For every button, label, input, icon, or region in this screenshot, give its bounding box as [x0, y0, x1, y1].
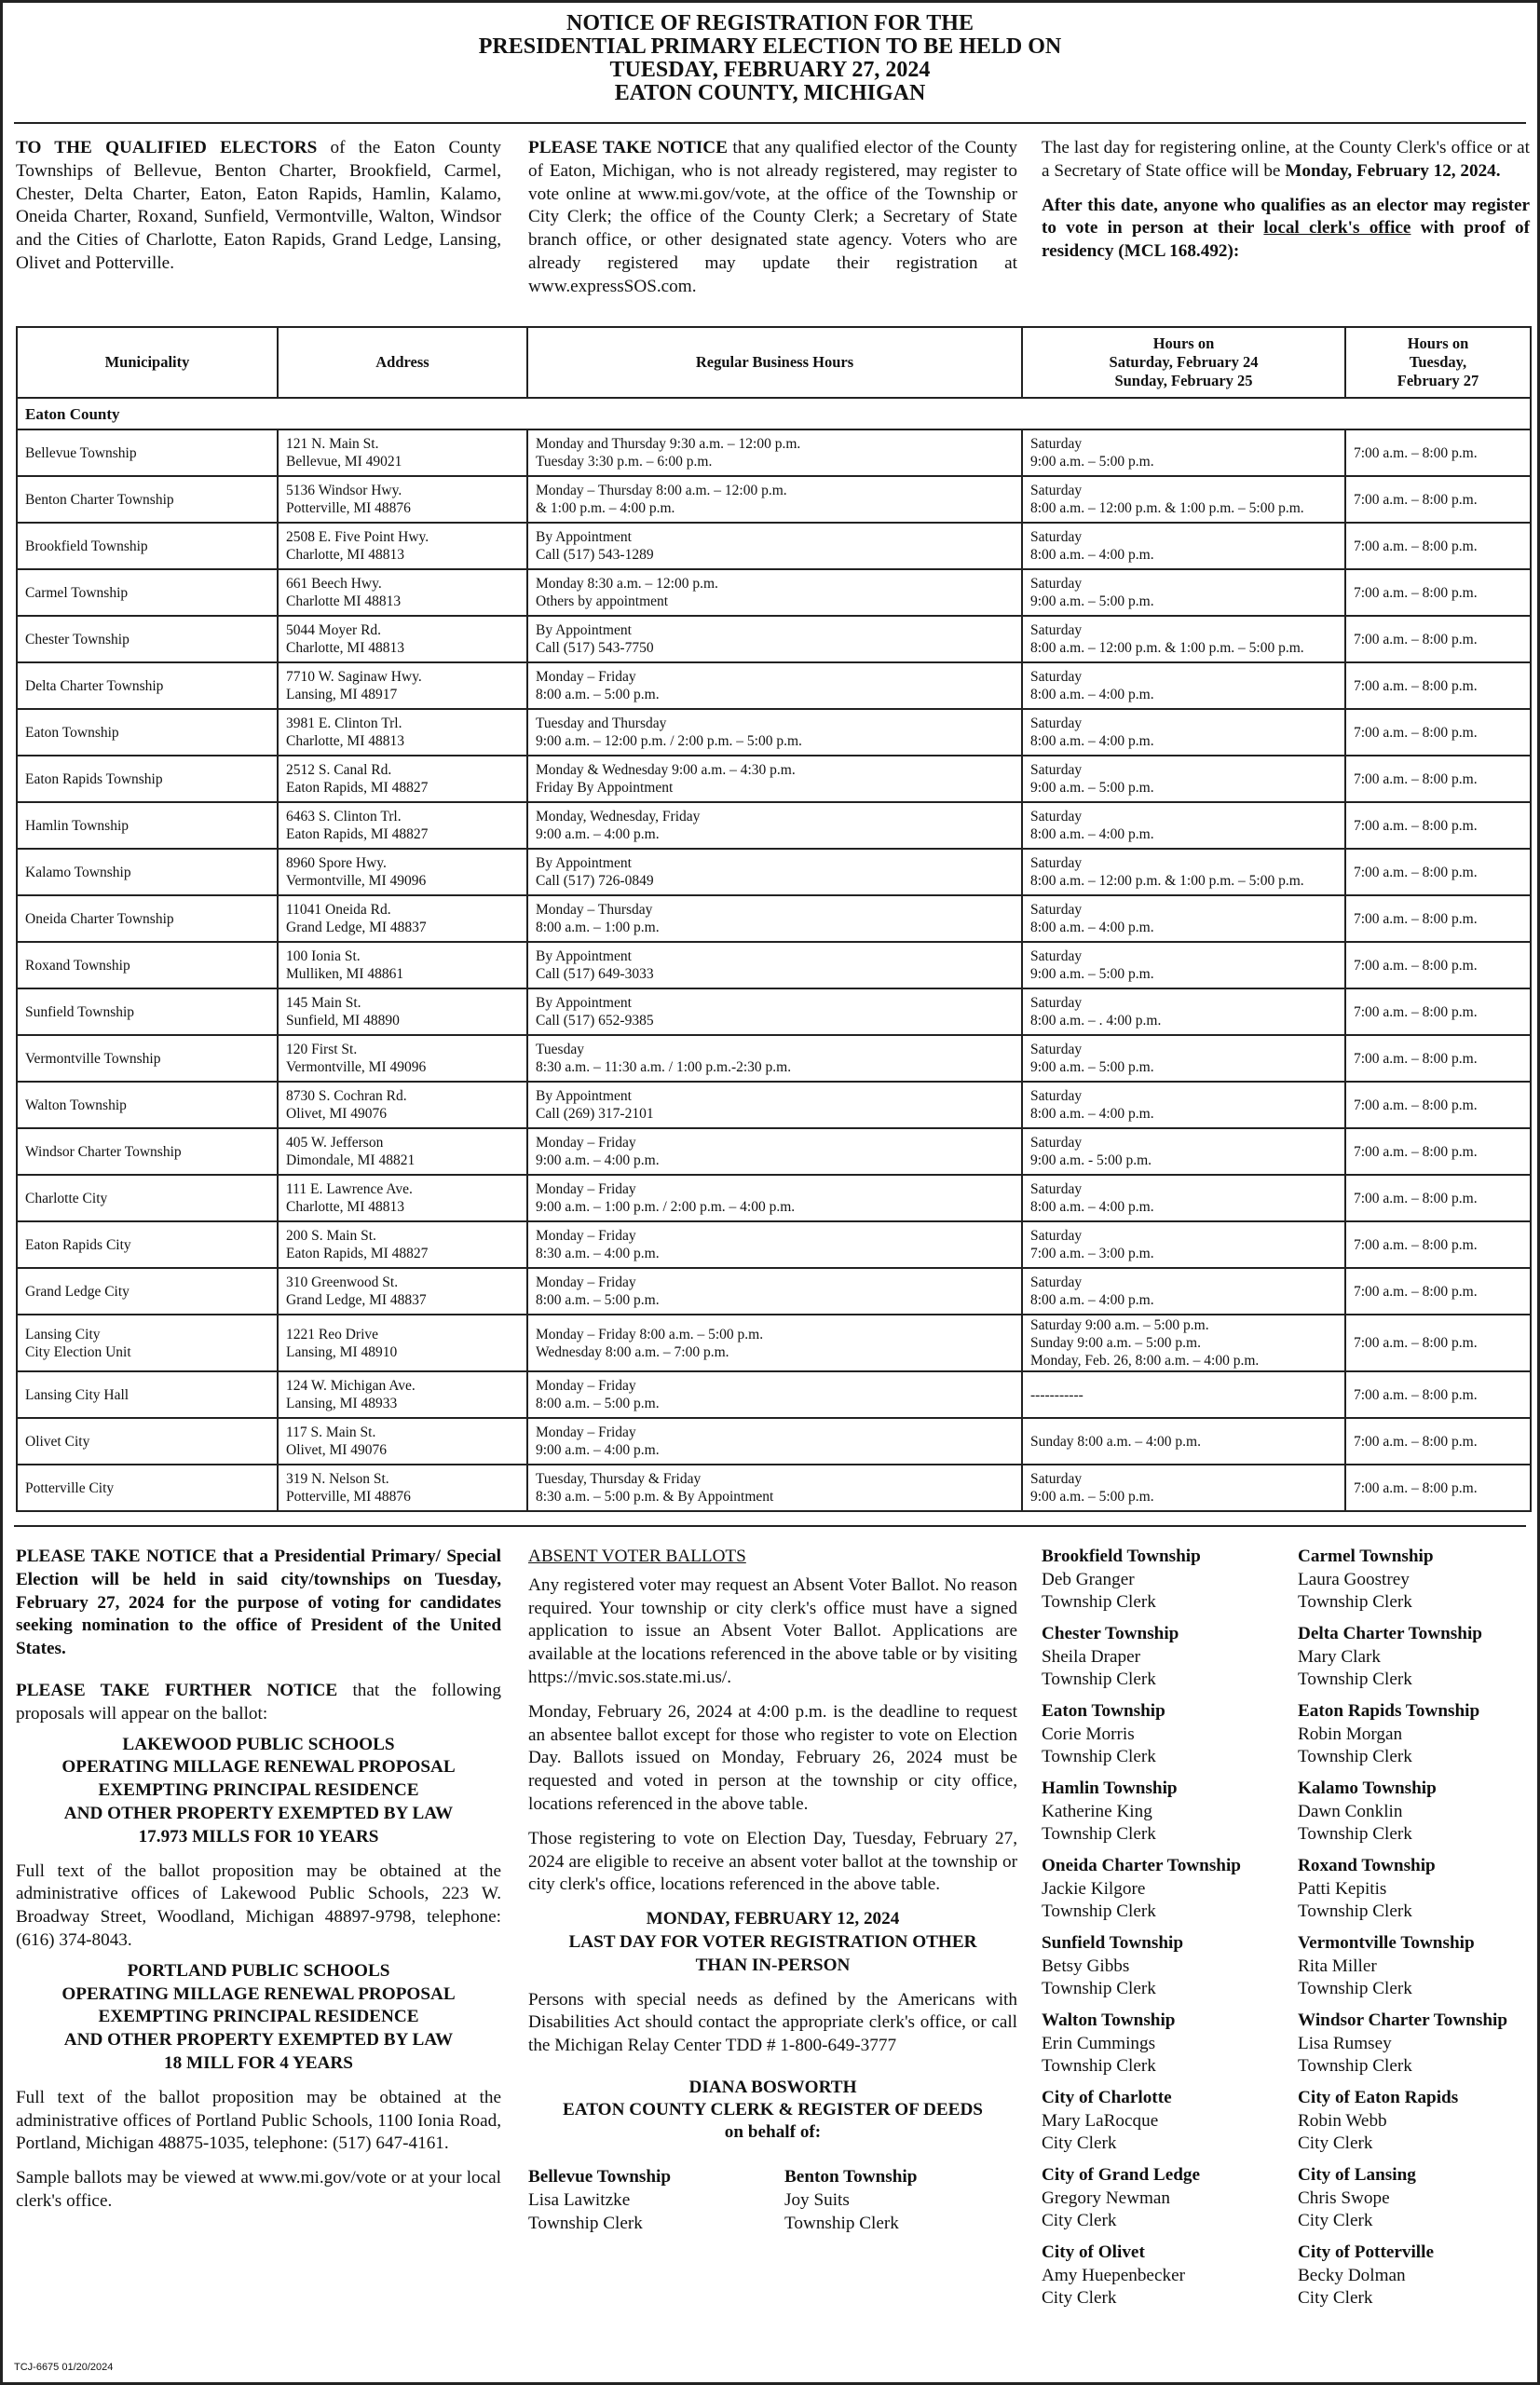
election-day-hours-cell: 7:00 a.m. – 8:00 p.m. [1345, 942, 1531, 988]
notice-header [3, 3, 1537, 107]
table-row [17, 709, 1531, 756]
clerk-title: Township Clerk [1042, 1979, 1156, 1999]
weekend-hours-cell: Saturday 8:00 a.m. – 4:00 p.m. [1022, 895, 1345, 942]
table-row [17, 1371, 1531, 1418]
election-day-hours-cell: 7:00 a.m. – 8:00 p.m. [1345, 895, 1531, 942]
weekend-hours-cell: Saturday 9:00 a.m. – 5:00 p.m. [1022, 756, 1345, 802]
address-cell: 11041 Oneida Rd. Grand Ledge, MI 48837 [278, 895, 527, 942]
table-row [17, 942, 1531, 988]
municipality-cell: Potterville City [17, 1465, 278, 1511]
intro-text: that any qualified elector of the County of Eaton, Michigan, who is not already registered, may register to vote online at www.mi.gov/vote, at the office of the Township or City Clerk; the office of the County Clerk; a Secretary of State branch office, or other designated state agency. Voters who are already registered may update their registration at www.expressSOS.com. [528, 138, 1018, 296]
table-row [17, 1221, 1531, 1268]
clerk-place: Carmel Township [1298, 1547, 1434, 1566]
weekend-hours-cell: Saturday 8:00 a.m. – 4:00 p.m. [1022, 662, 1345, 709]
footer-code: TCJ-6675 01/20/2024 [14, 2362, 114, 2373]
clerk-place: Benton Township [784, 2166, 918, 2187]
municipality-cell: Walton Township [17, 1082, 278, 1128]
clerk-name: Sheila Draper [1042, 1646, 1141, 1667]
clerk-title: Township Clerk [1298, 1592, 1412, 1613]
table-row [17, 476, 1531, 523]
intro-text: of the Eaton County Townships of Bellevue, Benton Charter, Brookfield, Carmel, Chester, Delta Charter, Eaton, Eaton Rapids, Hamlin, Kalamo, Oneida Charter, Roxand, Sunfield, Vermontville, Walton, Windsor and the Cities of Charlotte, Eaton Rapids, Grand Ledge, Lansing, Olivet and Potterville. [16, 138, 501, 273]
clerk-title: City Clerk [1042, 2133, 1117, 2154]
clerk-entry [784, 2166, 1017, 2235]
municipality-cell: Charlotte City [17, 1175, 278, 1221]
address-cell: 5044 Moyer Rd. Charlotte, MI 48813 [278, 616, 527, 662]
proposal-title: PORTLAND PUBLIC SCHOOLS OPERATING MILLAGE RENEWAL PROPOSAL EXEMPTING PRINCIPAL RESIDENCE AND OTHER PROPERTY EXEMPTED BY LAW 18 MILL FOR 4 YEARS [61, 1960, 456, 2073]
address-cell: 310 Greenwood St. Grand Ledge, MI 48837 [278, 1268, 527, 1315]
clerk-title: City Clerk [1298, 2211, 1373, 2231]
election-day-hours-cell: 7:00 a.m. – 8:00 p.m. [1345, 1221, 1531, 1268]
address-cell: 1221 Reo Drive Lansing, MI 48910 [278, 1315, 527, 1371]
municipality-cell: Kalamo Township [17, 849, 278, 895]
municipality-cell: Vermontville Township [17, 1035, 278, 1082]
sample-ballots-note: Sample ballots may be viewed at www.mi.gov/vote or at your local clerk's office. [16, 2168, 501, 2211]
registration-deadline-title: MONDAY, FEBRUARY 12, 2024 LAST DAY FOR VOTER REGISTRATION OTHER THAN IN-PERSON [568, 1909, 977, 1975]
address-cell: 124 W. Michigan Ave. Lansing, MI 48933 [278, 1371, 527, 1418]
clerk-place: Walton Township [1042, 2010, 1176, 2030]
intro-text: The last day for registering online, at the County Clerk's office or at a Secretary of State office will be [1042, 138, 1530, 181]
municipality-cell: Bellevue Township [17, 429, 278, 476]
table-row [17, 756, 1531, 802]
table-row [17, 895, 1531, 942]
clerk-title: City Clerk [1042, 2288, 1117, 2309]
column-header: Regular Business Hours [527, 327, 1022, 398]
table-row [17, 988, 1531, 1035]
clerk-place: Bellevue Township [528, 2166, 672, 2187]
business-hours-cell: Monday – Thursday 8:00 a.m. – 1:00 p.m. [527, 895, 1022, 942]
clerk-name: Rita Miller [1298, 1956, 1377, 1976]
address-cell: 3981 E. Clinton Trl. Charlotte, MI 48813 [278, 709, 527, 756]
clerk-name: Mary LaRocque [1042, 2110, 1159, 2131]
clerk-place: Chester Township [1042, 1624, 1179, 1643]
election-day-hours-cell: 7:00 a.m. – 8:00 p.m. [1345, 988, 1531, 1035]
clerk-entry [1298, 2242, 1531, 2310]
table-row [17, 1418, 1531, 1465]
clerk-title: Township Clerk [1298, 1901, 1412, 1922]
business-hours-cell: By Appointment Call (517) 652-9385 [527, 988, 1022, 1035]
signer-block: DIANA BOSWORTH EATON COUNTY CLERK & REGISTER OF DEEDS on behalf of: [563, 2077, 983, 2142]
clerk-title: Township Clerk [1042, 1592, 1156, 1613]
weekend-hours-cell: Saturday 8:00 a.m. – 12:00 p.m. & 1:00 p.m. – 5:00 p.m. [1022, 616, 1345, 662]
clerk-place: City of Potterville [1298, 2242, 1434, 2262]
intro-text: with proof of residency (MCL 168.492): [1042, 218, 1531, 262]
clerk-place: Brookfield Township [1042, 1547, 1201, 1566]
municipality-cell: Carmel Township [17, 569, 278, 616]
county-label: Eaton County [17, 398, 1531, 429]
clerk-name: Mary Clark [1298, 1646, 1381, 1667]
clerk-entry [1298, 2010, 1531, 2078]
intro-column-3 [1042, 137, 1530, 275]
table-row [17, 1035, 1531, 1082]
divider [14, 122, 1526, 124]
clerk-place: Vermontville Township [1298, 1933, 1475, 1953]
municipality-cell: Eaton Rapids City [17, 1221, 278, 1268]
business-hours-cell: By Appointment Call (517) 543-7750 [527, 616, 1022, 662]
municipality-cell: Eaton Township [17, 709, 278, 756]
election-day-hours-cell: 7:00 a.m. – 8:00 p.m. [1345, 1268, 1531, 1315]
clerk-entry [1042, 1932, 1293, 2001]
clerk-title: Township Clerk [1042, 1824, 1156, 1845]
municipality-cell: Windsor Charter Township [17, 1128, 278, 1175]
clerk-title: Township Clerk [1298, 1824, 1412, 1845]
address-cell: 2508 E. Five Point Hwy. Charlotte, MI 48813 [278, 523, 527, 569]
business-hours-cell: Monday – Friday 8:00 a.m. – 5:00 p.m. [527, 662, 1022, 709]
weekend-hours-cell: Saturday 9:00 a.m. – 5:00 p.m. Sunday 9:00 a.m. – 5:00 p.m. Monday, Feb. 26, 8:00 a.m. – 4:00 p.m. [1022, 1315, 1345, 1371]
table-row [17, 662, 1531, 709]
business-hours-cell: By Appointment Call (517) 649-3033 [527, 942, 1022, 988]
weekend-hours-cell: Saturday 9:00 a.m. – 5:00 p.m. [1022, 429, 1345, 476]
weekend-hours-cell: Saturday 8:00 a.m. – . 4:00 p.m. [1022, 988, 1345, 1035]
municipality-cell: Lansing City Hall [17, 1371, 278, 1418]
clerk-place: Hamlin Township [1042, 1779, 1178, 1798]
address-cell: 661 Beech Hwy. Charlotte MI 48813 [278, 569, 527, 616]
column-header: Hours on Tuesday, February 27 [1345, 327, 1531, 398]
table-row [17, 429, 1531, 476]
election-day-hours-cell: 7:00 a.m. – 8:00 p.m. [1345, 523, 1531, 569]
clerk-entry [1298, 1623, 1531, 1692]
address-cell: 100 Ionia St. Mulliken, MI 48861 [278, 942, 527, 988]
election-day-hours-cell: 7:00 a.m. – 8:00 p.m. [1345, 1418, 1531, 1465]
absent-voter-text: Those registering to vote on Election Day, Tuesday, February 27, 2024 are eligible to receive an absent voter ballot at the township or city clerk's office, locations referenced in the above table. [528, 1828, 1017, 1895]
intro-lead: PLEASE TAKE NOTICE [528, 138, 728, 157]
clerk-name: Corie Morris [1042, 1724, 1135, 1744]
address-cell: 120 First St. Vermontville, MI 49096 [278, 1035, 527, 1082]
clerk-name: Amy Huepenbecker [1042, 2265, 1185, 2285]
clerk-entry [1298, 1700, 1531, 1769]
proposal-title: LAKEWOOD PUBLIC SCHOOLS OPERATING MILLAGE RENEWAL PROPOSAL EXEMPTING PRINCIPAL RESIDENCE AND OTHER PROPERTY EXEMPTED BY LAW 17.973 MILLS FOR 10 YEARS [61, 1734, 456, 1847]
weekend-hours-cell: Saturday 8:00 a.m. – 4:00 p.m. [1022, 709, 1345, 756]
weekend-hours-cell: Saturday 8:00 a.m. – 4:00 p.m. [1022, 1268, 1345, 1315]
business-hours-cell: Monday – Friday 9:00 a.m. – 4:00 p.m. [527, 1418, 1022, 1465]
business-hours-cell: Tuesday and Thursday 9:00 a.m. – 12:00 p.m. / 2:00 p.m. – 5:00 p.m. [527, 709, 1022, 756]
divider [14, 1525, 1526, 1527]
clerk-place: Delta Charter Township [1298, 1624, 1482, 1643]
clerk-title: Township Clerk [1298, 2056, 1412, 2077]
municipality-cell: Olivet City [17, 1418, 278, 1465]
column-header: Municipality [17, 327, 278, 398]
clerk-title: Township Clerk [1042, 2056, 1156, 2077]
absent-voter-heading: ABSENT VOTER BALLOTS [528, 1547, 746, 1566]
clerk-title: Township Clerk [1298, 1979, 1412, 1999]
table-row [17, 849, 1531, 895]
clerk-entry [1298, 1855, 1531, 1924]
weekend-hours-cell: Saturday 8:00 a.m. – 12:00 p.m. & 1:00 p.m. – 5:00 p.m. [1022, 849, 1345, 895]
clerk-entry [528, 2166, 784, 2235]
business-hours-cell: Monday – Friday 9:00 a.m. – 1:00 p.m. / 2:00 p.m. – 4:00 p.m. [527, 1175, 1022, 1221]
weekend-hours-cell: Saturday 8:00 a.m. – 4:00 p.m. [1022, 1175, 1345, 1221]
business-hours-cell: Monday – Friday 8:00 a.m. – 5:00 p.m. Wednesday 8:00 a.m. – 7:00 p.m. [527, 1315, 1022, 1371]
business-hours-cell: Monday and Thursday 9:30 a.m. – 12:00 p.m. Tuesday 3:30 p.m. – 6:00 p.m. [527, 429, 1022, 476]
election-day-hours-cell: 7:00 a.m. – 8:00 p.m. [1345, 429, 1531, 476]
address-cell: 7710 W. Saginaw Hwy. Lansing, MI 48917 [278, 662, 527, 709]
election-day-hours-cell: 7:00 a.m. – 8:00 p.m. [1345, 1371, 1531, 1418]
election-day-hours-cell: 7:00 a.m. – 8:00 p.m. [1345, 616, 1531, 662]
clerk-place: City of Grand Ledge [1042, 2165, 1201, 2185]
clerk-place: Kalamo Township [1298, 1779, 1437, 1798]
business-hours-cell: Monday, Wednesday, Friday 9:00 a.m. – 4:00 p.m. [527, 802, 1022, 849]
header-line: NOTICE OF REGISTRATION FOR THE [566, 11, 974, 35]
clerk-place: Windsor Charter Township [1298, 2010, 1508, 2030]
proposal-text: Full text of the ballot proposition may be obtained at the administrative offices of Portland Public Schools, 1100 Ionia Road, Portland, Michigan 48875-1035, telephone: (517) 647-4161. [16, 2087, 501, 2154]
election-day-hours-cell: 7:00 a.m. – 8:00 p.m. [1345, 1035, 1531, 1082]
table-row [17, 569, 1531, 616]
election-day-hours-cell: 7:00 a.m. – 8:00 p.m. [1345, 1082, 1531, 1128]
clerk-name: Jackie Kilgore [1042, 1878, 1146, 1899]
table-row [17, 1082, 1531, 1128]
clerk-entry [1298, 1778, 1531, 1847]
clerk-entry [1298, 1546, 1531, 1615]
clerk-name: Robin Morgan [1298, 1724, 1403, 1744]
election-day-hours-cell: 7:00 a.m. – 8:00 p.m. [1345, 709, 1531, 756]
clerk-place: City of Olivet [1042, 2242, 1145, 2262]
clerk-place: Oneida Charter Township [1042, 1856, 1241, 1875]
municipality-cell: Benton Charter Township [17, 476, 278, 523]
table-row [17, 1465, 1531, 1511]
intro-column-2 [528, 137, 1017, 299]
business-hours-cell: Monday – Friday 8:30 a.m. – 4:00 p.m. [527, 1221, 1022, 1268]
weekend-hours-cell: Saturday 8:00 a.m. – 4:00 p.m. [1022, 523, 1345, 569]
clerk-name: Joy Suits [784, 2189, 850, 2210]
column-header: Address [278, 327, 527, 398]
intro-lead: TO THE QUALIFIED ELECTORS [16, 138, 318, 157]
municipality-cell: Grand Ledge City [17, 1268, 278, 1315]
clerk-name: Becky Dolman [1298, 2265, 1406, 2285]
business-hours-cell: Tuesday, Thursday & Friday 8:30 a.m. – 5:00 p.m. & By Appointment [527, 1465, 1022, 1511]
municipality-cell: Brookfield Township [17, 523, 278, 569]
clerk-title: City Clerk [1298, 2288, 1373, 2309]
election-day-hours-cell: 7:00 a.m. – 8:00 p.m. [1345, 662, 1531, 709]
municipality-cell: Roxand Township [17, 942, 278, 988]
clerk-entry [1042, 2164, 1293, 2233]
clerk-title: Township Clerk [1298, 1747, 1412, 1767]
header-line: TUESDAY, FEBRUARY 27, 2024 [609, 58, 931, 82]
address-cell: 117 S. Main St. Olivet, MI 49076 [278, 1418, 527, 1465]
clerk-name: Patti Kepitis [1298, 1878, 1387, 1899]
signer-clerks [528, 2166, 1017, 2235]
clerk-name: Lisa Rumsey [1298, 2033, 1392, 2053]
address-cell: 6463 S. Clinton Trl. Eaton Rapids, MI 48827 [278, 802, 527, 849]
registration-hours-table [16, 326, 1532, 1512]
table-row [17, 1128, 1531, 1175]
election-day-hours-cell: 7:00 a.m. – 8:00 p.m. [1345, 476, 1531, 523]
address-cell: 319 N. Nelson St. Potterville, MI 48876 [278, 1465, 527, 1511]
weekend-hours-cell: Saturday 8:00 a.m. – 12:00 p.m. & 1:00 p.m. – 5:00 p.m. [1022, 476, 1345, 523]
clerk-place: Sunfield Township [1042, 1933, 1183, 1953]
clerk-name: Lisa Lawitzke [528, 2189, 631, 2210]
table-row [17, 616, 1531, 662]
election-notice: PLEASE TAKE NOTICE that a Presidential Primary/ Special Election will be held in said city/townships on Tuesday, February 27, 2024 for the purpose of voting for candidates seeking nomination to the office of President of the United States. [16, 1547, 501, 1659]
absent-voter-text: Monday, February 26, 2024 at 4:00 p.m. is the deadline to request an absentee ballot except for those who register to vote on Election Day. Ballots issued on Monday, February 26, 2024 must be requested and voted in person at the township or city office, locations referenced in the above table. [528, 1701, 1017, 1814]
clerk-entry [1042, 1623, 1293, 1692]
table-row [17, 523, 1531, 569]
clerk-entry [1042, 2242, 1293, 2310]
clerk-name: Dawn Conklin [1298, 1801, 1403, 1821]
column-header: Hours on Saturday, February 24 Sunday, February 25 [1022, 327, 1345, 398]
clerk-name: Erin Cummings [1042, 2033, 1156, 2053]
election-day-hours-cell: 7:00 a.m. – 8:00 p.m. [1345, 1128, 1531, 1175]
table-row [17, 802, 1531, 849]
lower-left-column [16, 1546, 501, 2225]
table-row [17, 1268, 1531, 1315]
clerk-title: Township Clerk [1042, 1901, 1156, 1922]
business-hours-cell: By Appointment Call (269) 317-2101 [527, 1082, 1022, 1128]
election-day-hours-cell: 7:00 a.m. – 8:00 p.m. [1345, 802, 1531, 849]
clerk-title: Township Clerk [528, 2213, 643, 2233]
clerk-entry [1298, 2164, 1531, 2233]
business-hours-cell: Monday – Thursday 8:00 a.m. – 12:00 p.m. & 1:00 p.m. – 4:00 p.m. [527, 476, 1022, 523]
table-row [17, 1175, 1531, 1221]
address-cell: 200 S. Main St. Eaton Rapids, MI 48827 [278, 1221, 527, 1268]
intro-column-1 [16, 137, 501, 276]
clerk-entry [1042, 1700, 1293, 1769]
clerk-name: Robin Webb [1298, 2110, 1387, 2131]
clerk-entry [1042, 1855, 1293, 1924]
business-hours-cell: By Appointment Call (517) 543-1289 [527, 523, 1022, 569]
clerk-name: Laura Goostrey [1298, 1569, 1410, 1589]
clerk-place: Eaton Rapids Township [1298, 1701, 1480, 1721]
clerk-title: Township Clerk [1298, 1670, 1412, 1690]
address-cell: 405 W. Jefferson Dimondale, MI 48821 [278, 1128, 527, 1175]
header-line: EATON COUNTY, MICHIGAN [614, 81, 926, 105]
lower-middle-column [528, 1546, 1017, 2235]
table-row [17, 1315, 1531, 1371]
further-notice-text: that the following proposals will appear on the ballot: [16, 1680, 501, 1724]
business-hours-cell: Monday – Friday 9:00 a.m. – 4:00 p.m. [527, 1128, 1022, 1175]
weekend-hours-cell: Saturday 8:00 a.m. – 4:00 p.m. [1022, 1082, 1345, 1128]
header-line: PRESIDENTIAL PRIMARY ELECTION TO BE HELD ON [478, 34, 1062, 59]
weekend-hours-cell: Saturday 9:00 a.m. – 5:00 p.m. [1022, 569, 1345, 616]
business-hours-cell: Monday & Wednesday 9:00 a.m. – 4:30 p.m. Friday By Appointment [527, 756, 1022, 802]
election-day-hours-cell: 7:00 a.m. – 8:00 p.m. [1345, 569, 1531, 616]
clerk-entry [1042, 2087, 1293, 2156]
address-cell: 2512 S. Canal Rd. Eaton Rapids, MI 48827 [278, 756, 527, 802]
local-clerk-link-text: local clerk's office [1263, 218, 1411, 238]
clerk-place: Eaton Township [1042, 1701, 1165, 1721]
municipality-cell: Sunfield Township [17, 988, 278, 1035]
business-hours-cell: Tuesday 8:30 a.m. – 11:30 a.m. / 1:00 p.m.-2:30 p.m. [527, 1035, 1022, 1082]
election-day-hours-cell: 7:00 a.m. – 8:00 p.m. [1345, 1315, 1531, 1371]
business-hours-cell: Monday 8:30 a.m. – 12:00 p.m. Others by appointment [527, 569, 1022, 616]
clerk-entry [1042, 1546, 1293, 1615]
absent-voter-text: Any registered voter may request an Absent Voter Ballot. No reason required. Your township or city clerk's office must have a signed application to issue an Absent Voter Ballot. Applications are available at the locations referenced in the above table or by visiting https://mvic.sos.state.mi.us/. [528, 1574, 1017, 1687]
address-cell: 8730 S. Cochran Rd. Olivet, MI 49076 [278, 1082, 527, 1128]
proposal-text: Full text of the ballot proposition may be obtained at the administrative offices of Lakewood Public Schools, 223 W. Broadway Street, Woodland, Michigan 48897-9798, telephone: (616) 374-8043. [16, 1860, 501, 1950]
clerk-entry [1042, 2010, 1293, 2078]
business-hours-cell: Monday – Friday 8:00 a.m. – 5:00 p.m. [527, 1268, 1022, 1315]
address-cell: 8960 Spore Hwy. Vermontville, MI 49096 [278, 849, 527, 895]
clerk-place: City of Charlotte [1042, 2088, 1172, 2107]
clerk-name: Betsy Gibbs [1042, 1956, 1130, 1976]
weekend-hours-cell: Saturday 7:00 a.m. – 3:00 p.m. [1022, 1221, 1345, 1268]
address-cell: 111 E. Lawrence Ave. Charlotte, MI 48813 [278, 1175, 527, 1221]
weekend-hours-cell: Saturday 8:00 a.m. – 4:00 p.m. [1022, 802, 1345, 849]
clerk-name: Katherine King [1042, 1801, 1152, 1821]
clerk-place: Roxand Township [1298, 1856, 1436, 1875]
weekend-hours-cell: Saturday 9:00 a.m. - 5:00 p.m. [1022, 1128, 1345, 1175]
municipality-cell: Delta Charter Township [17, 662, 278, 709]
clerk-entry [1298, 2087, 1531, 2156]
clerk-entry [1298, 1932, 1531, 2001]
address-cell: 121 N. Main St. Bellevue, MI 49021 [278, 429, 527, 476]
clerk-place: City of Lansing [1298, 2165, 1416, 2185]
weekend-hours-cell: Saturday 9:00 a.m. – 5:00 p.m. [1022, 1035, 1345, 1082]
election-day-hours-cell: 7:00 a.m. – 8:00 p.m. [1345, 1175, 1531, 1221]
address-cell: 5136 Windsor Hwy. Potterville, MI 48876 [278, 476, 527, 523]
municipality-cell: Chester Township [17, 616, 278, 662]
municipality-cell: Eaton Rapids Township [17, 756, 278, 802]
weekend-hours-cell: Saturday 9:00 a.m. – 5:00 p.m. [1022, 1465, 1345, 1511]
deadline-date: Monday, February 12, 2024. [1285, 160, 1501, 181]
municipality-cell: Oneida Charter Township [17, 895, 278, 942]
weekend-hours-cell: Saturday 9:00 a.m. – 5:00 p.m. [1022, 942, 1345, 988]
election-day-hours-cell: 7:00 a.m. – 8:00 p.m. [1345, 756, 1531, 802]
clerk-title: Township Clerk [1042, 1670, 1156, 1690]
clerk-entry [1042, 1778, 1293, 1847]
business-hours-cell: Monday – Friday 8:00 a.m. – 5:00 p.m. [527, 1371, 1022, 1418]
address-cell: 145 Main St. Sunfield, MI 48890 [278, 988, 527, 1035]
clerk-name: Chris Swope [1298, 2187, 1390, 2208]
clerk-place: City of Eaton Rapids [1298, 2088, 1459, 2107]
business-hours-cell: By Appointment Call (517) 726-0849 [527, 849, 1022, 895]
clerk-title: City Clerk [1298, 2133, 1373, 2154]
election-day-hours-cell: 7:00 a.m. – 8:00 p.m. [1345, 849, 1531, 895]
clerk-title: Township Clerk [1042, 1747, 1156, 1767]
intro-text: After this date, anyone who qualifies as an elector may register to vote in person at their [1042, 195, 1530, 238]
weekend-hours-cell: ----------- [1022, 1371, 1345, 1418]
ada-note: Persons with special needs as defined by the Americans with Disabilities Act should contact the appropriate clerk's office, or call the Michigan Relay Center TDD # 1-800-649-3777 [528, 1989, 1017, 2056]
clerk-title: City Clerk [1042, 2211, 1117, 2231]
clerk-name: Gregory Newman [1042, 2187, 1170, 2208]
municipality-cell: Hamlin Township [17, 802, 278, 849]
election-day-hours-cell: 7:00 a.m. – 8:00 p.m. [1345, 1465, 1531, 1511]
further-notice-lead: PLEASE TAKE FURTHER NOTICE [16, 1680, 338, 1700]
weekend-hours-cell: Sunday 8:00 a.m. – 4:00 p.m. [1022, 1418, 1345, 1465]
clerk-name: Deb Granger [1042, 1569, 1135, 1589]
clerk-title: Township Clerk [784, 2213, 899, 2233]
municipality-cell: Lansing City City Election Unit [17, 1315, 278, 1371]
